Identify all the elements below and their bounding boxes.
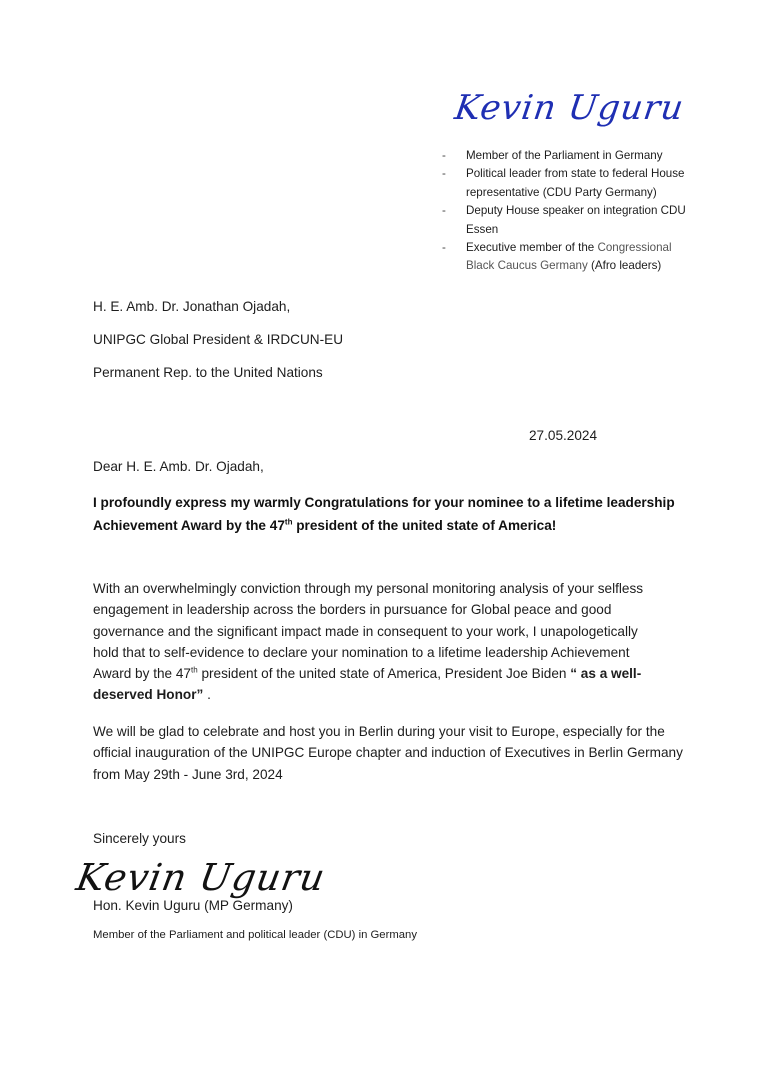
role-item: [442, 147, 702, 165]
congratulations-paragraph: [93, 491, 693, 537]
body1-text-middle: president of the united state of America, President Joe Biden: [197, 666, 571, 682]
role-item: [442, 165, 702, 202]
letter-date: 27.05.2024: [529, 428, 598, 443]
congrats-text-end: president of the united state of America!: [292, 518, 557, 533]
roles-list: [442, 147, 702, 276]
role-text: Member of the Parliament in Germany: [466, 149, 663, 162]
role-text: Political leader from state to federal House representative (CDU Party Germany): [466, 167, 685, 199]
body1-text-end: .: [203, 687, 211, 703]
salutation: Dear H. E. Amb. Dr. Ojadah,: [93, 459, 264, 474]
role-text-end: (Afro leaders): [587, 259, 662, 273]
bullet-dash: -: [442, 167, 446, 181]
bullet-dash: -: [442, 241, 446, 255]
bullet-dash: -: [442, 149, 446, 162]
role-text: Executive member of the: [466, 241, 598, 255]
closing: Sincerely yours: [93, 831, 186, 846]
signer-name: Hon. Kevin Uguru (MP Germany): [93, 898, 293, 913]
signer-title: Member of the Parliament and political leader (CDU) in Germany: [93, 929, 417, 941]
body1-quote: “ as a well-deserved Honor”: [93, 666, 642, 703]
handwritten-signature: Kevin Uguru: [73, 856, 329, 899]
ordinal-suffix: th: [191, 665, 198, 675]
bullet-dash: -: [442, 204, 446, 218]
role-text-caucus: Congressional Black Caucus Germany: [466, 241, 672, 273]
role-item: [442, 202, 702, 239]
body-paragraph-1: [93, 578, 663, 706]
role-text: Deputy House speaker on integration CDU Essen: [466, 204, 686, 236]
body1-text: With an overwhelmingly conviction through my personal monitoring analysis of your selfless engagement in leadership across the borders in pursuance for Global peace and good governance and the significant impact made in consequent to your work, I unapologetically hold that to self-evidence to declare your nomination to a lifetime leadership Achievement Award by the 47: [93, 581, 644, 682]
ordinal-suffix: th: [284, 517, 293, 527]
letterhead-signature-name: Kevin Uguru: [452, 88, 687, 128]
congrats-text: I profoundly express my warmly Congratulations for your nominee to a lifetime leadership Achievement Award by the 47: [93, 495, 675, 533]
recipient-name: H. E. Amb. Dr. Jonathan Ojadah,: [93, 299, 291, 314]
body-paragraph-2: We will be glad to celebrate and host you in Berlin during your visit to Europe, especially for the official inauguration of the UNIPGC Europe chapter and induction of Executives in Berlin Germany from May 29th - June 3rd, 2024: [93, 724, 683, 782]
role-item: [442, 239, 702, 276]
recipient-position: Permanent Rep. to the United Nations: [93, 365, 323, 380]
recipient-title: UNIPGC Global President & IRDCUN-EU: [93, 332, 344, 347]
